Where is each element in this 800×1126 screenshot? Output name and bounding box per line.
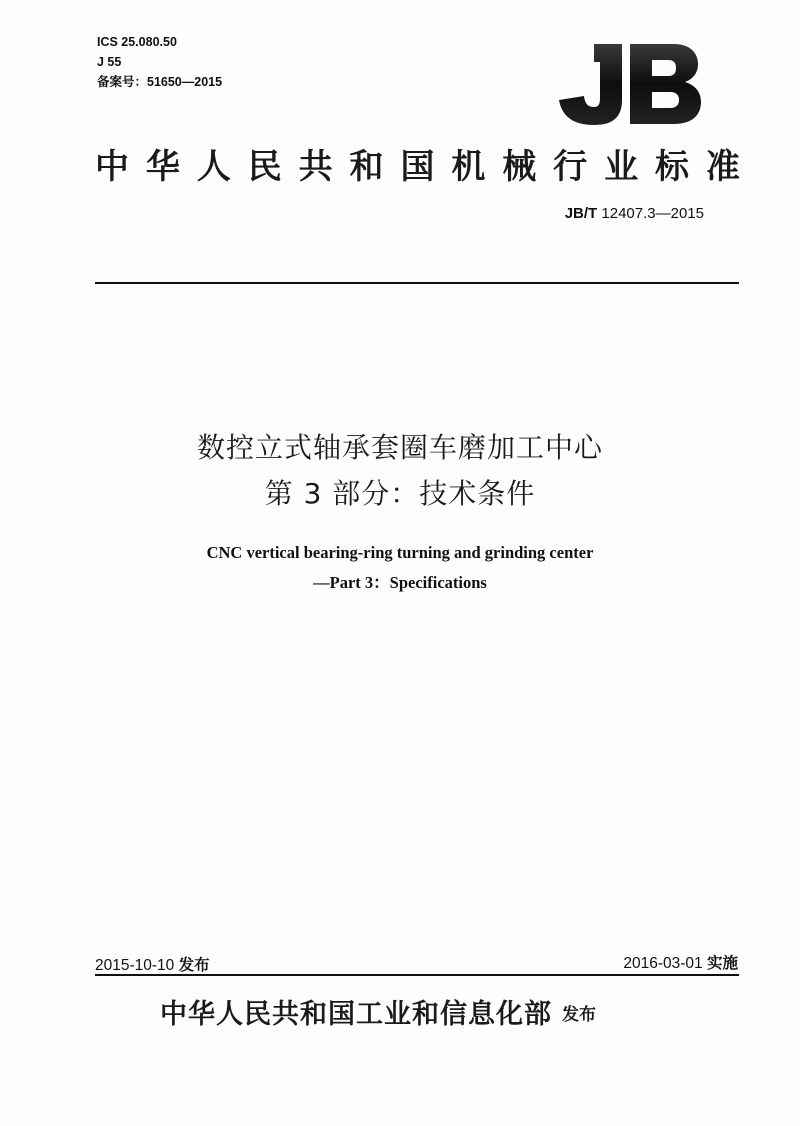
org-title-char: 机 (451, 147, 486, 187)
category-code: J 55 (97, 55, 122, 69)
issuing-authority (160, 992, 596, 1031)
standard-number (565, 205, 704, 222)
org-title-char: 国 (400, 147, 435, 187)
ics-code: ICS 25.080.50 (97, 35, 177, 49)
title-chinese-line1: 数控立式轴承套圈车磨加工中心 (196, 431, 603, 464)
issuer-action: 发布 (562, 1005, 596, 1025)
org-title-char: 华 (145, 147, 180, 187)
publish-label: 发布 (174, 957, 210, 974)
org-title-char: 民 (247, 147, 282, 187)
title-chinese-line2: 第 3 部分：技术条件 (264, 477, 536, 510)
issuer-name: 中华人民共和国工业和信息化部 (160, 999, 552, 1030)
implement-label: 实施 (702, 955, 738, 972)
jb-logo-icon (556, 42, 702, 126)
org-title-char: 中 (95, 147, 129, 187)
org-standard-title (95, 145, 740, 189)
publish-date (95, 953, 210, 975)
org-title-char: 械 (502, 147, 537, 187)
org-title-char: 标 (654, 147, 689, 187)
filing-number: 备案号：51650—2015 (97, 75, 223, 89)
org-title-char: 业 (604, 147, 639, 187)
title-english-line2: —Part 3：Specifications (313, 573, 487, 592)
implement-date-value: 2016-03-01 (623, 955, 703, 972)
org-title-char: 人 (196, 147, 231, 187)
implement-date (623, 951, 738, 973)
footer-divider (95, 974, 739, 976)
title-english-line1: CNC vertical bearing-ring turning and grinding center (206, 543, 594, 562)
org-title-char: 和 (349, 147, 384, 187)
org-title-char: 准 (705, 147, 740, 187)
publish-date-value: 2015-10-10 (95, 957, 175, 974)
standard-number-value: 12407.3—2015 (597, 205, 704, 222)
standard-prefix: JB/T (564, 205, 598, 222)
classification-block (97, 32, 222, 92)
org-title-char: 共 (298, 147, 333, 187)
org-title-char: 行 (553, 147, 588, 187)
header-divider (95, 282, 739, 284)
